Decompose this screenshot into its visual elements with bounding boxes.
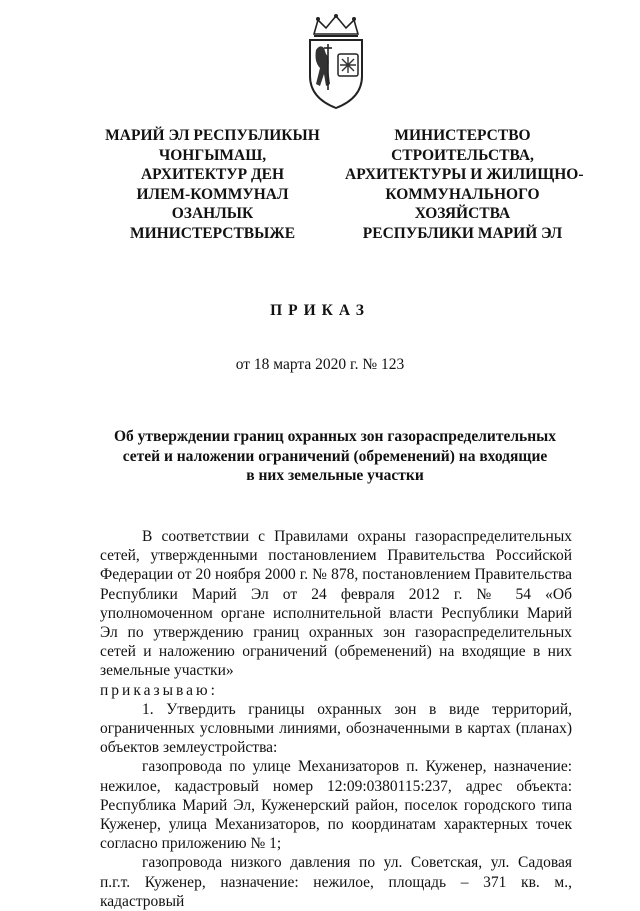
body-paragraph-gas-pipeline-2: газопровода низкого давления по ул. Советская, ул. Садовая п.г.т. Куженер, назначение: нежилое, площадь – 371 кв. м., кадастровый bbox=[100, 854, 572, 910]
header-left-line: АРХИТЕКТУР ДЕН bbox=[140, 166, 285, 183]
body-item-1: 1. Утвердить границы охранных зон в виде территорий, ограниченных условными линиями, обозначенными в картах (планах) объектов землеустройства: bbox=[100, 700, 572, 757]
body-order-word: приказываю: bbox=[100, 681, 218, 699]
document-subject bbox=[100, 427, 570, 486]
document-body bbox=[100, 527, 572, 911]
header-right-line: АРХИТЕКТУРЫ И ЖИЛИЩНО- bbox=[345, 166, 584, 183]
subject-line: сетей и наложении ограничений (обременений) на входящие bbox=[122, 447, 548, 465]
header-right-line: РЕСПУБЛИКИ МАРИЙ ЭЛ bbox=[362, 224, 563, 242]
coat-of-arms-icon bbox=[300, 14, 372, 110]
header-left-line: МАРИЙ ЭЛ РЕСПУБЛИКЫН bbox=[105, 127, 320, 144]
header-left-line: ИЛЕМ-КОММУНАЛ bbox=[136, 185, 289, 203]
document-date-number: от 18 марта 2020 г. № 123 bbox=[235, 356, 405, 373]
header-right-line: ХОЗЯЙСТВА bbox=[414, 205, 511, 222]
body-paragraph-preamble: В соответствии с Правилами охраны газораспределительных сетей, утвержденными постановлением Правительства Российской Федерации от 20 ноября 2000 г. № 878, постановлением Правительства Республики Марий Эл от 24 февраля 2012 г. № 54 «Об уполномоченном органе исполнительной власти Республики Марий Эл по утверждению границ охранных зон газораспределительных сетей и наложению ограничений (обременений) на входящие в них земельные участки» bbox=[100, 528, 572, 680]
body-paragraph-gas-pipeline-1: газопровода по улице Механизаторов п. Куженер, назначение: нежилое, кадастровый номер 12:09:0380115:237, адрес объекта: Республика Марий Эл, Куженерский район, поселок городского типа Куженер, улица Механизаторов, по координатам характерных точек согласно приложению № 1; bbox=[100, 758, 572, 853]
header-left-line: ОЗАНЛЫК bbox=[171, 205, 254, 222]
ministry-name-mari bbox=[100, 126, 325, 243]
header-left-line: МИНИСТЕРСТВЫЖЕ bbox=[129, 224, 296, 242]
document-title: ПРИКАЗ bbox=[270, 302, 370, 319]
header-right-line: МИНИСТЕРСТВО bbox=[394, 127, 531, 144]
ministry-name-russian bbox=[345, 126, 584, 243]
header-left-line: ЧОНГЫМАШ, bbox=[158, 146, 267, 164]
header-right-line: СТРОИТЕЛЬСТВА, bbox=[391, 146, 534, 164]
subject-line: в них земельные участки bbox=[246, 467, 424, 484]
header-right-line: КОММУНАЛЬНОГО bbox=[385, 185, 540, 203]
subject-line: Об утверждении границ охранных зон газораспределительных bbox=[113, 428, 557, 445]
